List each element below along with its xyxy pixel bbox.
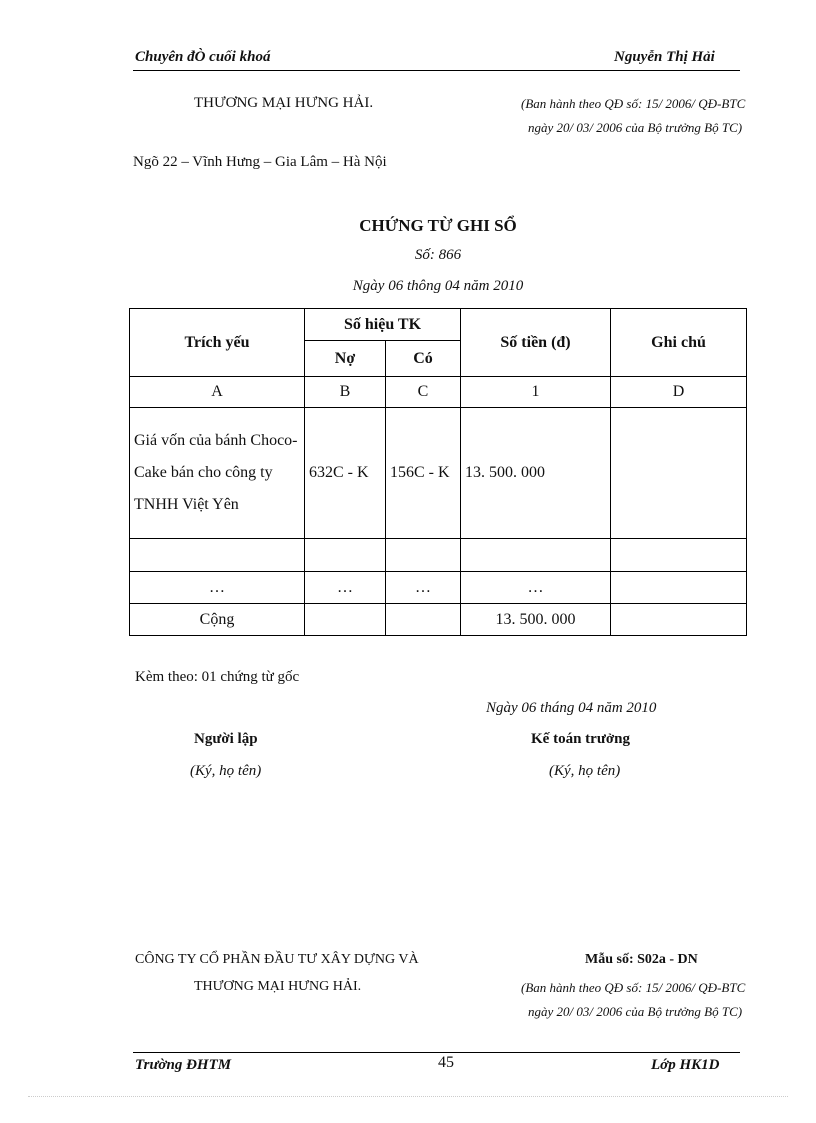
header-left-text: Chuyên đÒ cuối khoá bbox=[135, 49, 271, 65]
header-debit: Nợ bbox=[305, 341, 386, 377]
header-description: Trích yếu bbox=[130, 309, 305, 377]
row-credit: 156C - K bbox=[386, 408, 461, 539]
code-cell: C bbox=[386, 377, 461, 408]
code-cell: 1 bbox=[461, 377, 611, 408]
total-label: Cộng bbox=[130, 604, 305, 636]
table-row-empty bbox=[130, 539, 747, 572]
header-account-group: Số hiệu TK bbox=[305, 309, 461, 341]
header-credit: Có bbox=[386, 341, 461, 377]
row-debit: 632C - K bbox=[305, 408, 386, 539]
header-amount: Số tiền (đ) bbox=[461, 309, 611, 377]
header-rule bbox=[133, 70, 740, 71]
signature-date: Ngày 06 tháng 04 năm 2010 bbox=[486, 700, 657, 716]
ellipsis-cell: … bbox=[461, 572, 611, 604]
ledger-table bbox=[129, 308, 747, 636]
accountant-title: Kế toán trưởng bbox=[531, 731, 630, 747]
footer-left-text: Trường ĐHTM bbox=[135, 1057, 232, 1073]
company-name-line2: THƯƠNG MẠI HƯNG HẢI. bbox=[194, 95, 374, 111]
attached-documents: Kèm theo: 01 chứng từ gốc bbox=[135, 669, 300, 685]
code-cell: B bbox=[305, 377, 386, 408]
bottom-decision-line1: (Ban hành theo QĐ số: 15/ 2006/ QĐ-BTC bbox=[521, 980, 746, 995]
ellipsis-cell: … bbox=[130, 572, 305, 604]
company-address: Ngõ 22 – Vĩnh Hưng – Gia Lâm – Hà Nội bbox=[133, 154, 387, 170]
footer-rule bbox=[133, 1052, 740, 1053]
bottom-decision-line2: ngày 20/ 03/ 2006 của Bộ trưởng Bộ TC) bbox=[528, 1004, 743, 1019]
code-cell: A bbox=[130, 377, 305, 408]
decision-line2: ngày 20/ 03/ 2006 của Bộ trưởng Bộ TC) bbox=[528, 120, 743, 135]
table-row bbox=[130, 408, 747, 539]
table-row-total bbox=[130, 604, 747, 636]
accountant-hint: (Ký, họ tên) bbox=[549, 763, 621, 779]
bottom-company-line2: THƯƠNG MẠI HƯNG HẢI. bbox=[194, 979, 362, 994]
voucher-date: Ngày 06 thông 04 năm 2010 bbox=[352, 278, 524, 294]
table-row-ellipsis bbox=[130, 572, 747, 604]
code-cell: D bbox=[611, 377, 747, 408]
footer-right-text: Lớp HK1D bbox=[651, 1057, 720, 1073]
page-number: 45 bbox=[438, 1054, 454, 1071]
total-amount: 13. 500. 000 bbox=[461, 604, 611, 636]
ellipsis-cell: … bbox=[386, 572, 461, 604]
decision-line1: (Ban hành theo QĐ số: 15/ 2006/ QĐ-BTC bbox=[521, 96, 746, 111]
bottom-company-line1: CÔNG TY CỔ PHẦN ĐẦU TƯ XÂY DỰNG VÀ bbox=[135, 952, 419, 967]
voucher-title: CHỨNG TỪ GHI SỔ bbox=[359, 216, 517, 235]
page-bottom-divider bbox=[28, 1096, 788, 1097]
header-note: Ghi chú bbox=[611, 309, 747, 377]
form-code: Mẫu số: S02a - DN bbox=[585, 952, 698, 967]
header-right-text: Nguyễn Thị Hải bbox=[614, 49, 715, 65]
row-amount: 13. 500. 000 bbox=[461, 408, 611, 539]
preparer-hint: (Ký, họ tên) bbox=[190, 763, 262, 779]
row-description: Giá vốn của bánh Choco- Cake bán cho công ty TNHH Việt Yên bbox=[130, 408, 305, 539]
row-note bbox=[611, 408, 747, 539]
voucher-number: Số: 866 bbox=[414, 247, 462, 263]
preparer-title: Người lập bbox=[194, 731, 258, 747]
ellipsis-cell: … bbox=[305, 572, 386, 604]
